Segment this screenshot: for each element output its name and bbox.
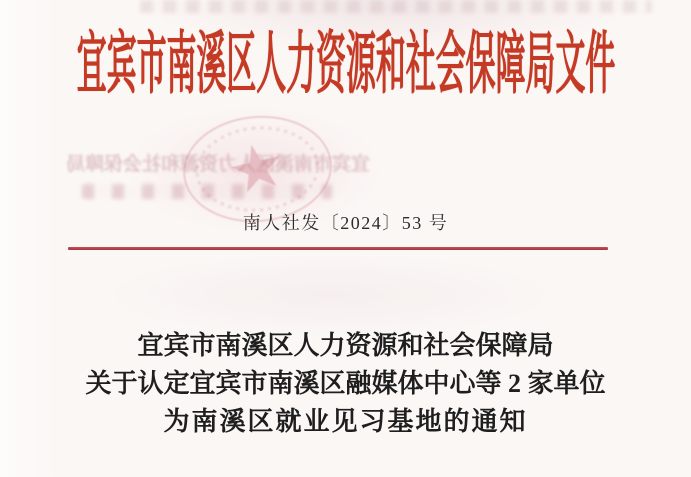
notice-title xyxy=(0,327,691,441)
notice-title-line3: 为南溪区就业见习基地的通知 xyxy=(163,407,528,436)
notice-title-line2: 关于认定宜宾市南溪区融媒体中心等 2 家单位 xyxy=(85,369,606,398)
mirrored-bleed-date-smudge xyxy=(82,184,332,199)
document-number: 南人社发〔2024〕53 号 xyxy=(242,213,449,233)
red-masthead xyxy=(0,26,691,102)
red-divider-rule xyxy=(68,247,608,250)
mirrored-bleed-text: 宜宾市南溪区人力资源和社会保障局 xyxy=(65,154,370,175)
masthead-title-text: 宜宾市南溪区人力资源和社会保障局文件 xyxy=(76,26,615,102)
top-edge-bleed-through xyxy=(140,0,652,13)
notice-title-line1: 宜宾市南溪区人力资源和社会保障局 xyxy=(137,331,554,360)
